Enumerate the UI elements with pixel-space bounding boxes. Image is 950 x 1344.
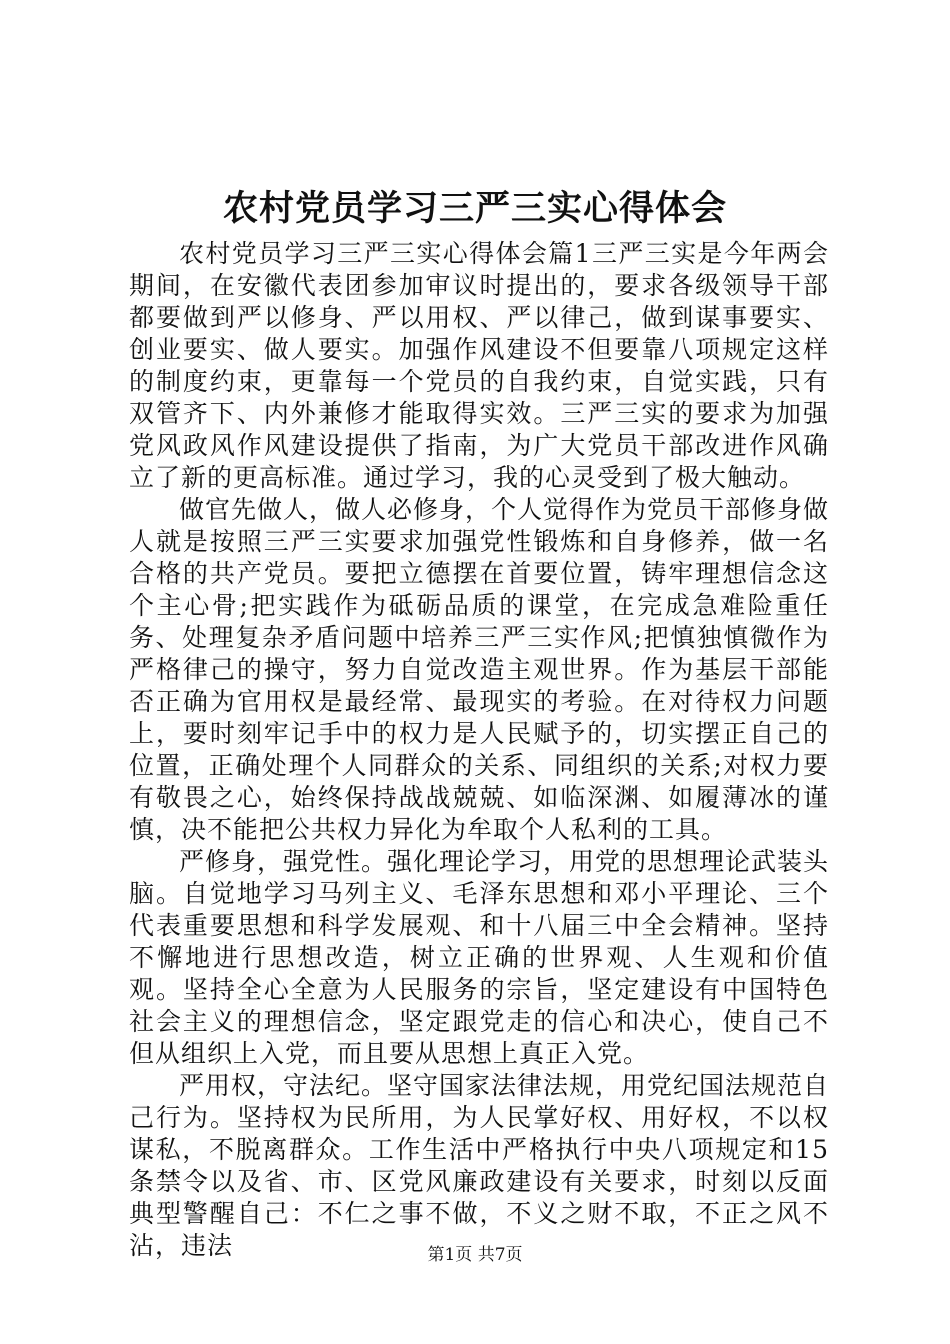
page-number-footer: 第1页 共7页 xyxy=(427,1245,523,1265)
paragraph: 做官先做人，做人必修身，个人觉得作为党员干部修身做人就是按照三严三实要求加强党性锻炼和自身修养，做一名合格的共产党员。要把立德摆在首要位置，铸牢理想信念这个主心骨;把实践作为砥砺品质的课堂，在完成急难险重任务、处理复杂矛盾问题中培养三严三实作风;把慎独慎微作为严格律己的操守，努力自觉改造主观世界。作为基层干部能否正确为官用权是最经常、最现实的考验。在对待权力问题上，要时刻牢记手中的权力是人民赋予的，切实摆正自己的位置，正确处理个人同群众的关系、同组织的关系;对权力要有敬畏之心，始终保持战战兢兢、如临深渊、如履薄冰的谨慎，决不能把公共权力异化为牟取个人私利的工具。 xyxy=(129,495,830,844)
document-title: 农村党员学习三严三实心得体会 xyxy=(222,188,727,229)
paragraph: 农村党员学习三严三实心得体会篇1三严三实是今年两会期间，在安徽代表团参加审议时提出的，要求各级领导干部都要做到严以修身、严以用权、严以律己，做到谋事要实、创业要实、做人要实。加强作风建设不但要靠八项规定这样的制度约束，更靠每一个党员的自我约束，自觉实践，只有双管齐下、内外兼修才能取得实效。三严三实的要求为加强党风政风作风建设提供了指南，为广大党员干部改进作风确立了新的更高标准。通过学习，我的心灵受到了极大触动。 xyxy=(129,239,829,492)
paragraph: 严修身，强党性。强化理论学习，用党的思想理论武装头脑。自觉地学习马列主义、毛泽东思想和邓小平理论、三个代表重要思想和科学发展观、和十八届三中全会精神。坚持不懈地进行思想改造，树立正确的世界观、人生观和价值观。坚持全心全意为人民服务的宗旨，坚定建设有中国特色社会主义的理想信念，坚定跟党走的信心和决心，使自己不但从组织上入党，而且要从思想上真正入党。 xyxy=(129,847,830,1068)
paragraph: 严用权，守法纪。坚守国家法律法规，用党纪国法规范自己行为。坚持权为民所用，为人民掌好权、用好权，不以权谋私，不脱离群众。工作生活中严格执行中央八项规定和15条禁令以及省、市、区党风廉政建设有关要求，时刻以反面典型警醒自己：不仁之事不做，不义之财不取，不正之风不沾，违法 xyxy=(129,1071,830,1260)
document-body xyxy=(129,238,829,1262)
